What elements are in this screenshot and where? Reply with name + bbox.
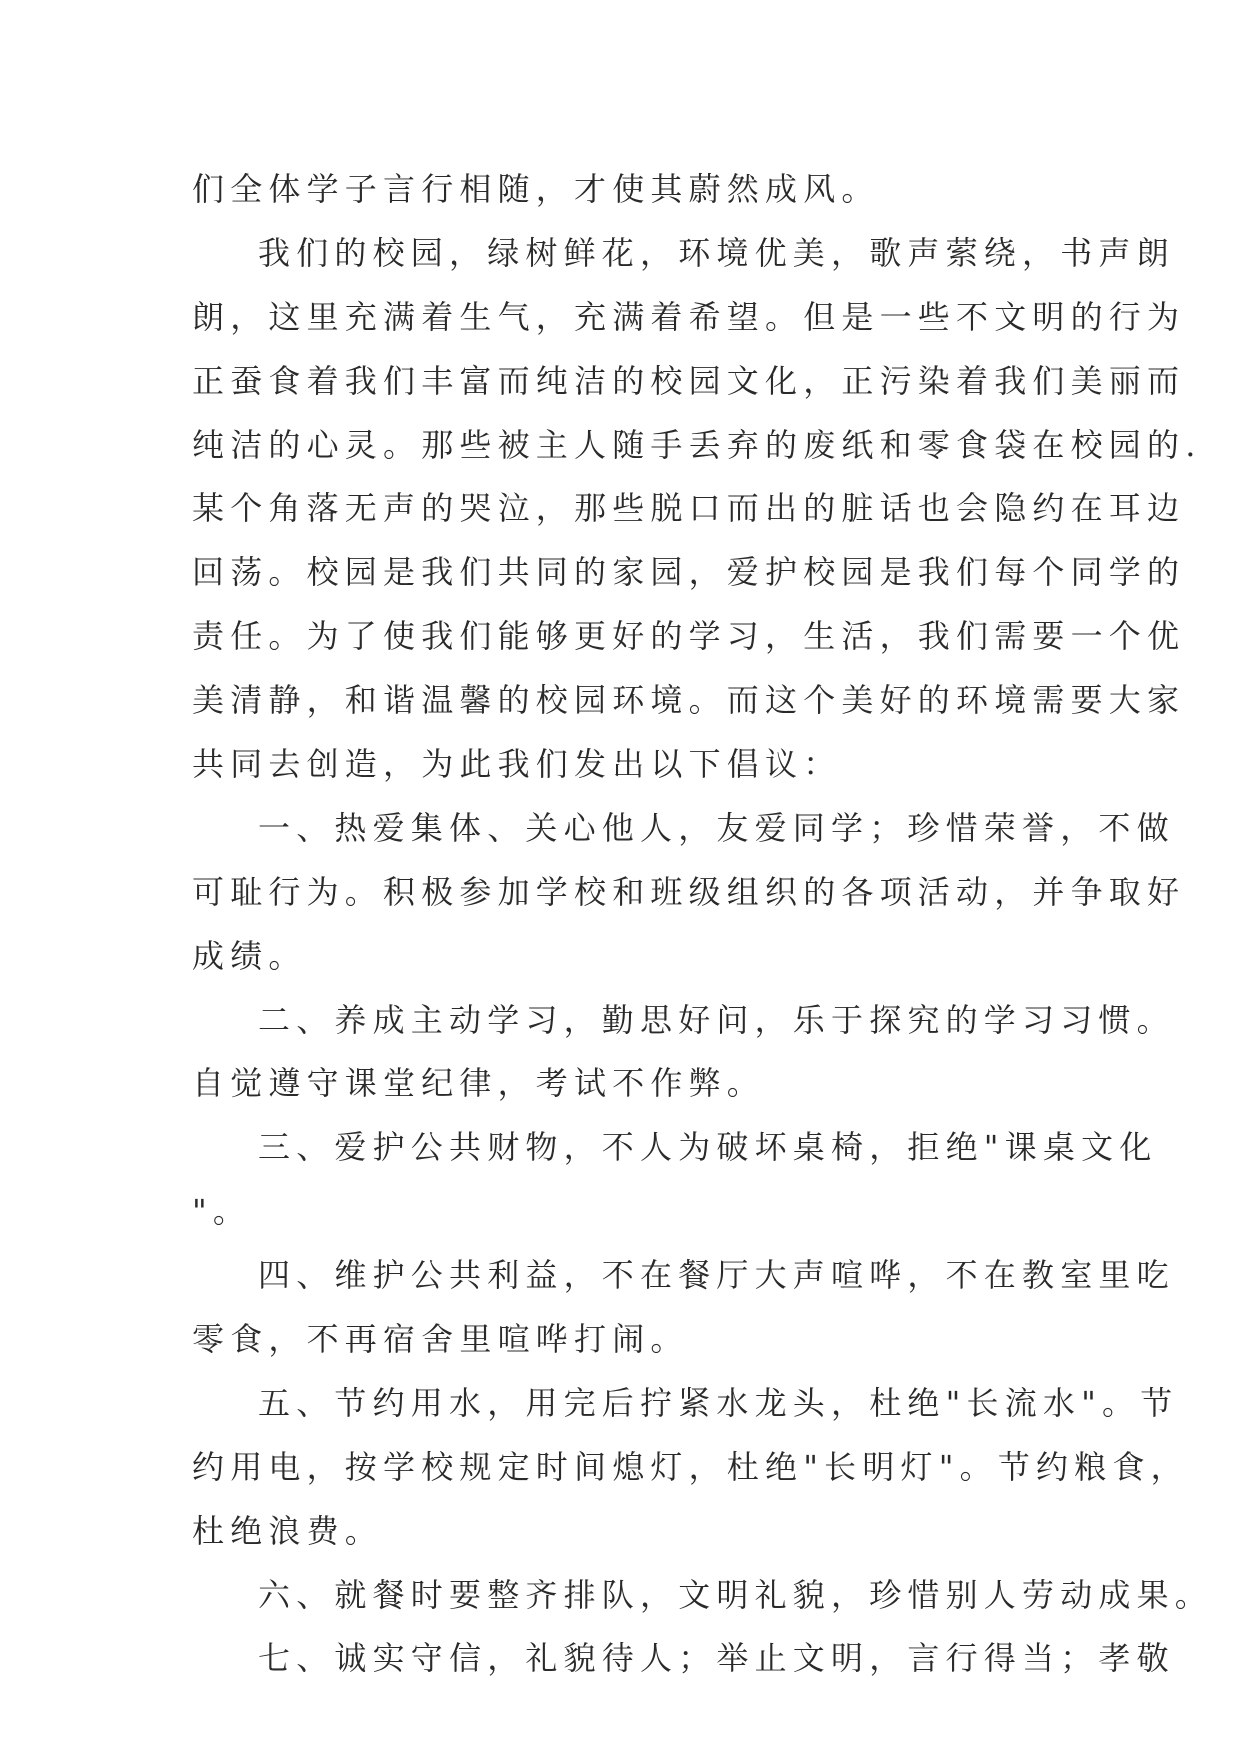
text-line: 纯洁的心灵。那些被主人随手丢弃的废纸和零食袋在校园的. [192, 425, 1202, 464]
text-line: 自觉遵守课堂纪律，考试不作弊。 [192, 1064, 766, 1103]
text-line: 杜绝浪费。 [192, 1511, 384, 1550]
text-line: "。 [192, 1192, 252, 1231]
text-line: 一、热爱集体、关心他人，友爱同学；珍惜荣誉，不做 [258, 808, 1175, 847]
text-line: 共同去创造，为此我们发出以下倡议： [192, 745, 842, 784]
text-line: 约用电，按学校规定时间熄灯，杜绝"长明灯"。节约粮食， [192, 1447, 1189, 1486]
text-line: 成绩。 [192, 936, 307, 975]
text-line: 五、节约用水，用完后拧紧水龙头，杜绝"长流水"。节 [258, 1383, 1179, 1422]
text-line: 六、就餐时要整齐排队，文明礼貌，珍惜别人劳动成果。 [258, 1575, 1214, 1614]
text-line: 二、养成主动学习，勤思好问，乐于探究的学习习惯。 [258, 1000, 1175, 1039]
text-line: 可耻行为。积极参加学校和班级组织的各项活动，并争取好 [192, 872, 1186, 911]
text-line: 美清静，和谐温馨的校园环境。而这个美好的环境需要大家 [192, 681, 1186, 720]
text-line: 零食，不再宿舍里喧哗打闹。 [192, 1320, 689, 1359]
text-line: 回荡。校园是我们共同的家园，爱护校园是我们每个同学的 [192, 553, 1186, 592]
text-line: 朗，这里充满着生气，充满着希望。但是一些不文明的行为 [192, 297, 1186, 336]
text-line: 四、维护公共利益，不在餐厅大声喧哗，不在教室里吃 [258, 1256, 1175, 1295]
text-line: 们全体学子言行相随，才使其蔚然成风。 [192, 170, 880, 208]
text-line: 我们的校园，绿树鲜花，环境优美，歌声萦绕，书声朗 [258, 233, 1175, 272]
document-body [192, 158, 1214, 1691]
text-line: 七、诚实守信，礼貌待人；举止文明，言行得当；孝敬 [258, 1639, 1175, 1678]
text-line: 责任。为了使我们能够更好的学习，生活，我们需要一个优 [192, 617, 1186, 656]
text-line: 正蚕食着我们丰富而纯洁的校园文化，正污染着我们美丽而 [192, 361, 1186, 400]
text-line: 某个角落无声的哭泣，那些脱口而出的脏话也会隐约在耳边 [192, 489, 1186, 528]
text-line: 三、爱护公共财物，不人为破坏桌椅，拒绝"课桌文化 [258, 1128, 1158, 1167]
